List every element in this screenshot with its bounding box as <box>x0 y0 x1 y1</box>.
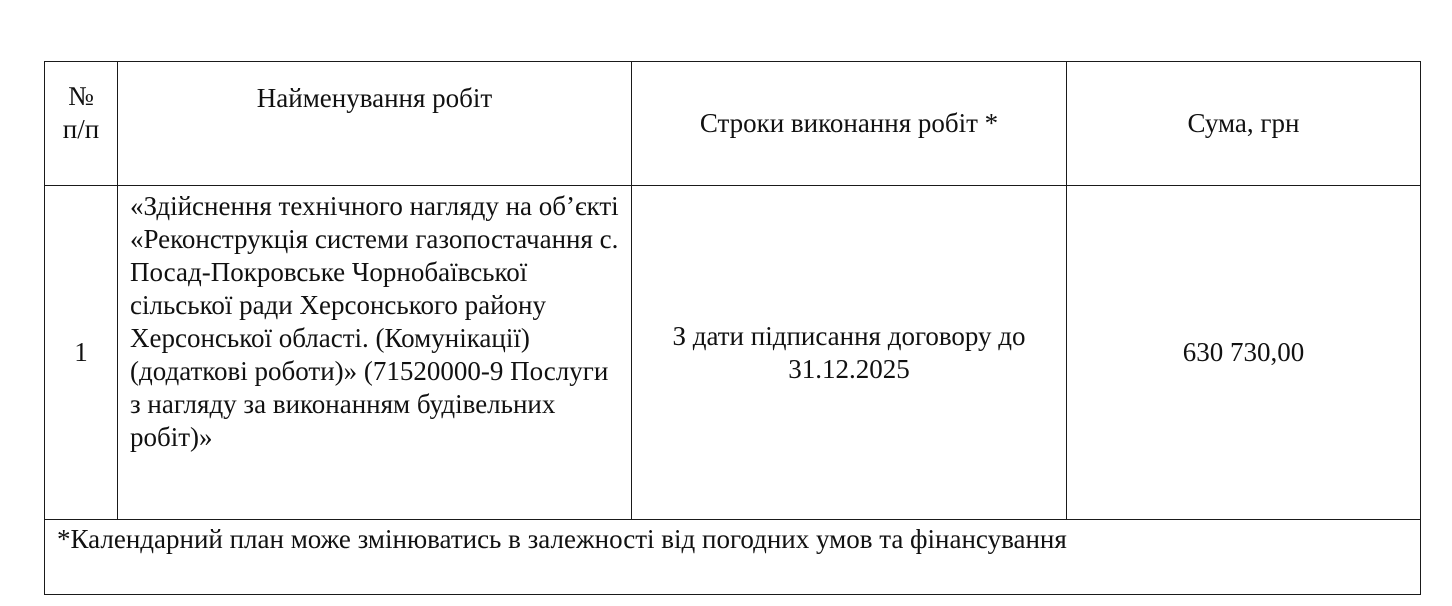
work-name-cell: «Здійснення технічного нагляду на об’єкті «Реконструкція системи газопостачання с. Посад-Покровське Чорнобаївської сільської ради Херсонського району Херсонської області. (Комунікації)(додаткові роботи)» (71520000-9 Послуги з нагляду за виконанням будівельних робіт)» <box>118 186 632 520</box>
header-amount: Сума, грн <box>1067 62 1421 186</box>
header-number-abbrev: п/п <box>62 114 100 144</box>
footnote-text: *Календарний план може змінюватись в залежності від погодних умов та фінансування <box>57 524 1067 554</box>
table-row <box>45 186 1421 520</box>
header-work-name: Найменування робіт <box>118 62 632 186</box>
footnote-cell <box>45 520 1421 595</box>
amount-cell: 630 730,00 <box>1067 186 1421 520</box>
row-number: 1 <box>45 186 118 520</box>
table-header-row <box>45 62 1421 186</box>
footnote-row <box>45 520 1421 595</box>
header-number-symbol: № <box>68 81 94 111</box>
work-term-cell: З дати підписання договору до 31.12.2025 <box>632 186 1067 520</box>
works-table <box>44 61 1421 595</box>
header-work-term: Строки виконання робіт * <box>632 62 1067 186</box>
header-number <box>45 62 118 186</box>
